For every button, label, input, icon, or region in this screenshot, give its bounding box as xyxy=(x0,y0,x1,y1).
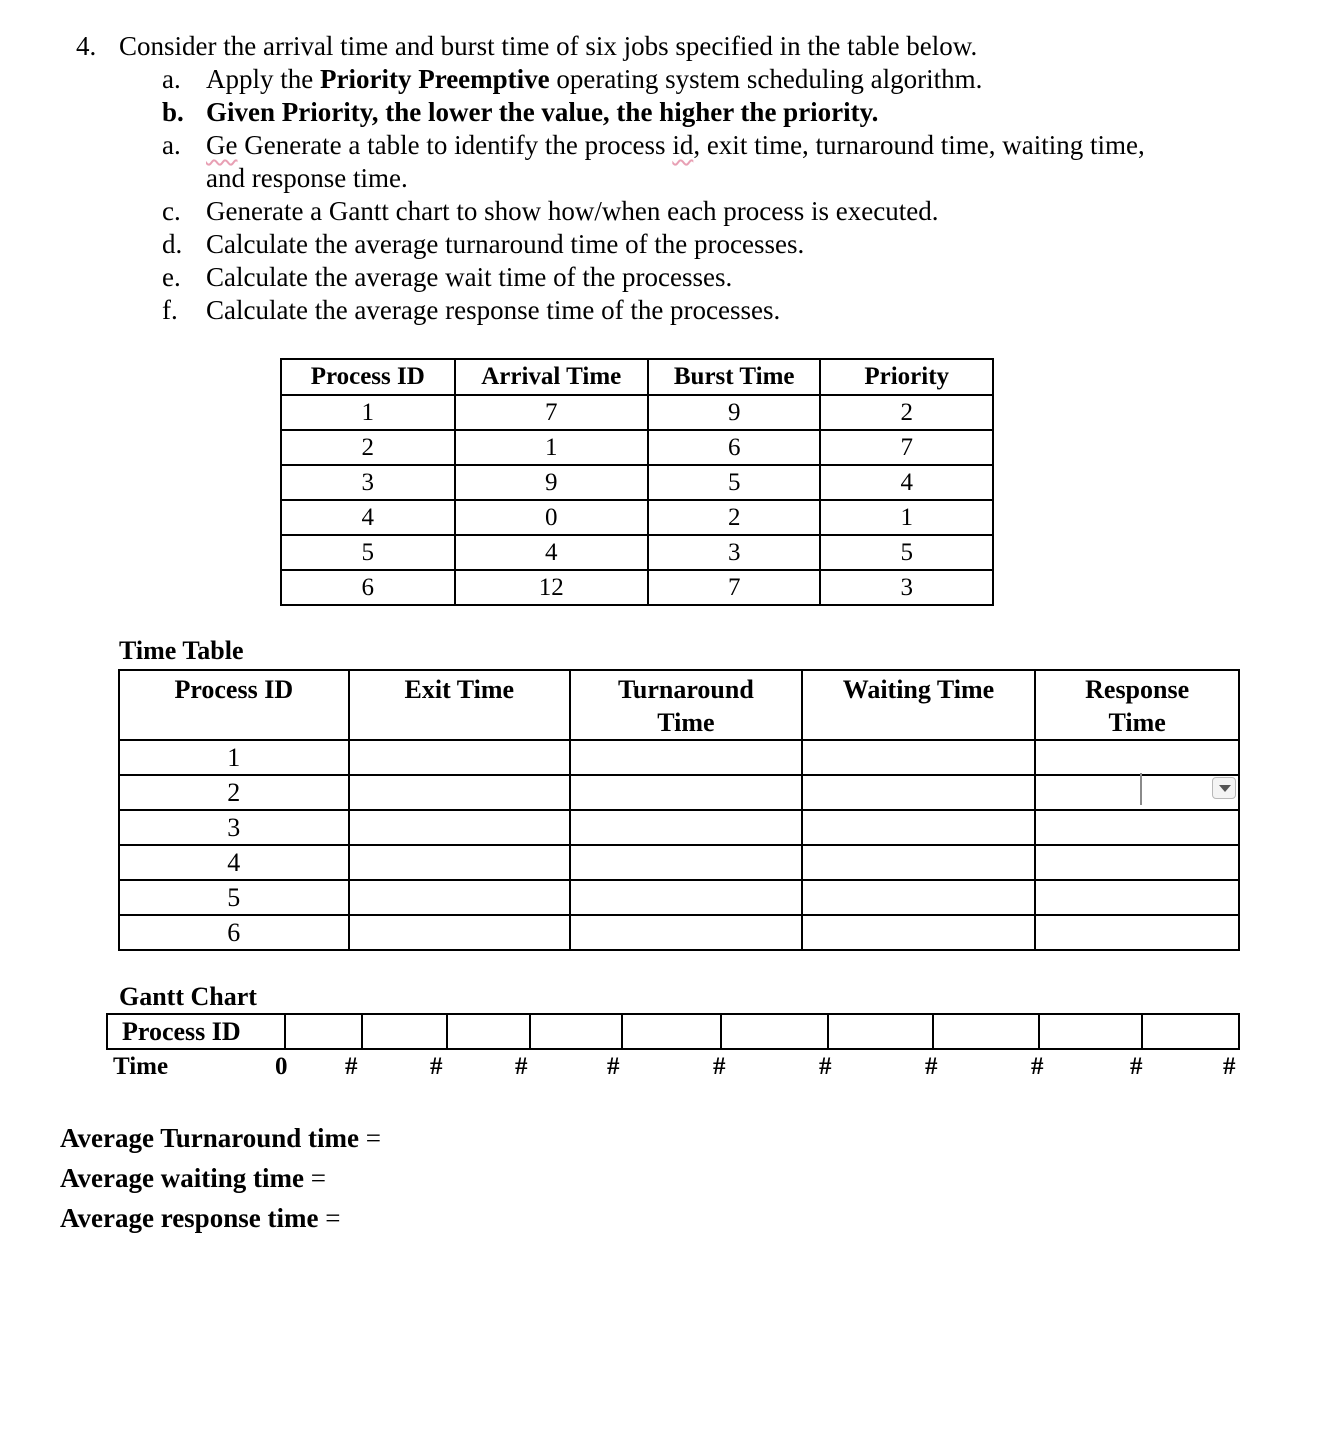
item-d-text: Calculate the average turnaround time of the processes. xyxy=(206,229,805,259)
avg-waiting-equals: = xyxy=(310,1163,326,1193)
table-row xyxy=(281,500,993,535)
table-row xyxy=(119,845,1239,880)
jobs-table xyxy=(280,358,994,606)
jobs-header-arrival-time: Arrival Time xyxy=(455,359,648,395)
table-row xyxy=(281,535,993,570)
exit-time-cell[interactable] xyxy=(349,775,570,810)
avg-response-line xyxy=(60,1203,340,1234)
gantt-title: Gantt Chart xyxy=(119,982,257,1011)
exit-time-cell[interactable] xyxy=(349,810,570,845)
jobs-cell: 2 xyxy=(648,500,820,535)
item-b-letter: b. xyxy=(162,97,184,127)
time-table-process-id: 6 xyxy=(119,915,349,950)
gantt-time-tick: # xyxy=(819,1053,832,1080)
avg-waiting-line xyxy=(60,1163,326,1194)
response-time-cell[interactable] xyxy=(1035,810,1239,845)
gantt-time-tick: # xyxy=(925,1053,938,1080)
turnaround-time-cell[interactable] xyxy=(570,880,802,915)
item-a1-text xyxy=(206,63,982,96)
item-c-letter: c. xyxy=(162,196,181,226)
gantt-time-tick: # xyxy=(430,1053,443,1080)
gantt-time-tick: 0 xyxy=(275,1053,288,1080)
item-f-letter: f. xyxy=(162,295,178,325)
turnaround-time-cell[interactable] xyxy=(570,845,802,880)
turnaround-time-cell[interactable] xyxy=(570,810,802,845)
exit-time-cell[interactable] xyxy=(349,845,570,880)
response-time-cell[interactable] xyxy=(1035,740,1239,775)
time-table-header-exit-time: Exit Time xyxy=(349,670,570,740)
dropdown-button[interactable] xyxy=(1212,777,1236,799)
jobs-cell: 3 xyxy=(648,535,820,570)
gantt-slot[interactable] xyxy=(447,1014,531,1049)
jobs-cell: 7 xyxy=(820,430,993,465)
table-row xyxy=(119,775,1239,810)
table-row xyxy=(119,880,1239,915)
item-e-letter: e. xyxy=(162,262,181,292)
response-time-cell[interactable] xyxy=(1035,915,1239,950)
jobs-header-process-id: Process ID xyxy=(281,359,455,395)
jobs-cell: 9 xyxy=(648,395,820,430)
item-c-text: Generate a Gantt chart to show how/when each process is executed. xyxy=(206,196,939,226)
gantt-slot[interactable] xyxy=(933,1014,1040,1049)
gantt-time-tick: # xyxy=(1130,1053,1143,1080)
time-table-header-waiting-time: Waiting Time xyxy=(802,670,1036,740)
waiting-time-cell[interactable] xyxy=(802,880,1036,915)
dropdown-arrow-icon xyxy=(1219,785,1231,792)
jobs-cell: 4 xyxy=(281,500,455,535)
item-a1-pre: Apply the xyxy=(206,64,320,94)
gantt-slot[interactable] xyxy=(1142,1014,1239,1049)
item-a2-ge: Ge xyxy=(206,130,238,160)
avg-response-equals: = xyxy=(325,1203,341,1233)
time-table-header-response-time xyxy=(1035,670,1239,740)
jobs-header-priority: Priority xyxy=(820,359,993,395)
waiting-time-cell[interactable] xyxy=(802,775,1036,810)
gantt-process-row xyxy=(107,1014,1239,1049)
avg-turnaround-label: Average Turnaround time xyxy=(60,1123,360,1153)
item-a1-letter: a. xyxy=(162,64,181,94)
item-f-text: Calculate the average response time of the processes. xyxy=(206,295,781,325)
item-d-letter: d. xyxy=(162,229,183,259)
gantt-time-tick: # xyxy=(515,1053,528,1080)
item-a2-letter: a. xyxy=(162,130,181,160)
header-response-line1: Response xyxy=(1085,675,1190,704)
jobs-cell: 7 xyxy=(455,395,648,430)
jobs-cell: 1 xyxy=(455,430,648,465)
jobs-cell: 5 xyxy=(281,535,455,570)
gantt-time-tick: # xyxy=(713,1053,726,1080)
waiting-time-cell[interactable] xyxy=(802,845,1036,880)
jobs-header-burst-time: Burst Time xyxy=(648,359,820,395)
avg-response-label: Average response time xyxy=(60,1203,319,1233)
item-a2-post: , exit time, turnaround time, waiting time, xyxy=(693,130,1145,160)
turnaround-time-cell[interactable] xyxy=(570,915,802,950)
table-row xyxy=(119,915,1239,950)
jobs-cell: 5 xyxy=(820,535,993,570)
response-time-cell[interactable] xyxy=(1035,775,1239,810)
waiting-time-cell[interactable] xyxy=(802,915,1036,950)
gantt-row-label: Process ID xyxy=(107,1014,285,1049)
time-table-process-id: 3 xyxy=(119,810,349,845)
jobs-cell: 3 xyxy=(820,570,993,605)
exit-time-cell[interactable] xyxy=(349,915,570,950)
question-number: 4. xyxy=(76,31,97,61)
jobs-cell: 4 xyxy=(820,465,993,500)
text-cursor xyxy=(1140,773,1142,805)
item-a2-text xyxy=(206,129,1145,162)
gantt-slot[interactable] xyxy=(1039,1014,1142,1049)
jobs-cell: 0 xyxy=(455,500,648,535)
jobs-cell: 1 xyxy=(820,500,993,535)
item-e-text: Calculate the average wait time of the processes. xyxy=(206,262,733,292)
gantt-slot[interactable] xyxy=(828,1014,933,1049)
item-b-text: Given Priority, the lower the value, the higher the priority. xyxy=(206,97,879,127)
exit-time-cell[interactable] xyxy=(349,740,570,775)
avg-turnaround-line xyxy=(60,1123,381,1154)
exit-time-cell[interactable] xyxy=(349,880,570,915)
avg-waiting-label: Average waiting time xyxy=(60,1163,304,1193)
jobs-cell: 7 xyxy=(648,570,820,605)
header-turnaround-line2: Time xyxy=(657,708,715,737)
gantt-time-tick: # xyxy=(607,1053,620,1080)
item-a1-post: operating system scheduling algorithm. xyxy=(549,64,983,94)
time-table xyxy=(118,669,1240,951)
response-time-cell[interactable] xyxy=(1035,880,1239,915)
jobs-cell: 6 xyxy=(281,570,455,605)
gantt-slot[interactable] xyxy=(285,1014,362,1049)
waiting-time-cell[interactable] xyxy=(802,740,1036,775)
waiting-time-cell[interactable] xyxy=(802,810,1036,845)
gantt-time-label: Time xyxy=(113,1053,169,1080)
table-row xyxy=(119,740,1239,775)
gantt-slot[interactable] xyxy=(622,1014,721,1049)
time-table-header-row xyxy=(119,670,1239,740)
item-a2-id: id xyxy=(672,130,694,160)
gantt-time-tick: # xyxy=(345,1053,358,1080)
jobs-cell: 9 xyxy=(455,465,648,500)
table-row xyxy=(281,430,993,465)
jobs-cell: 6 xyxy=(648,430,820,465)
time-table-process-id: 2 xyxy=(119,775,349,810)
gantt-slot[interactable] xyxy=(530,1014,622,1049)
gantt-slot[interactable] xyxy=(362,1014,447,1049)
time-table-header-process-id: Process ID xyxy=(119,670,349,740)
jobs-header-row xyxy=(281,359,993,395)
table-row xyxy=(119,810,1239,845)
jobs-cell: 4 xyxy=(455,535,648,570)
header-response-line2: Time xyxy=(1108,708,1166,737)
response-time-cell[interactable] xyxy=(1035,845,1239,880)
time-table-process-id: 4 xyxy=(119,845,349,880)
table-row xyxy=(281,395,993,430)
turnaround-time-cell[interactable] xyxy=(570,740,802,775)
item-a1-bold: Priority Preemptive xyxy=(320,64,550,94)
gantt-time-tick: # xyxy=(1031,1053,1044,1080)
avg-turnaround-equals: = xyxy=(365,1123,382,1153)
gantt-slot[interactable] xyxy=(721,1014,828,1049)
gantt-table xyxy=(106,1013,1240,1050)
time-table-title: Time Table xyxy=(119,636,244,665)
table-row xyxy=(281,570,993,605)
time-table-process-id: 5 xyxy=(119,880,349,915)
jobs-cell: 3 xyxy=(281,465,455,500)
time-table-header-turnaround-time xyxy=(570,670,802,740)
jobs-cell: 12 xyxy=(455,570,648,605)
question-intro: Consider the arrival time and burst time of six jobs specified in the table below. xyxy=(119,31,978,61)
jobs-cell: 5 xyxy=(648,465,820,500)
item-a2-line2: and response time. xyxy=(206,163,408,193)
turnaround-time-cell[interactable] xyxy=(570,775,802,810)
jobs-cell: 2 xyxy=(281,430,455,465)
gantt-time-tick: # xyxy=(1223,1053,1236,1080)
jobs-cell: 2 xyxy=(820,395,993,430)
item-a2-mid: Generate a table to identify the process xyxy=(237,130,673,160)
time-table-process-id: 1 xyxy=(119,740,349,775)
jobs-cell: 1 xyxy=(281,395,455,430)
header-turnaround-line1: Turnaround xyxy=(617,675,754,704)
table-row xyxy=(281,465,993,500)
